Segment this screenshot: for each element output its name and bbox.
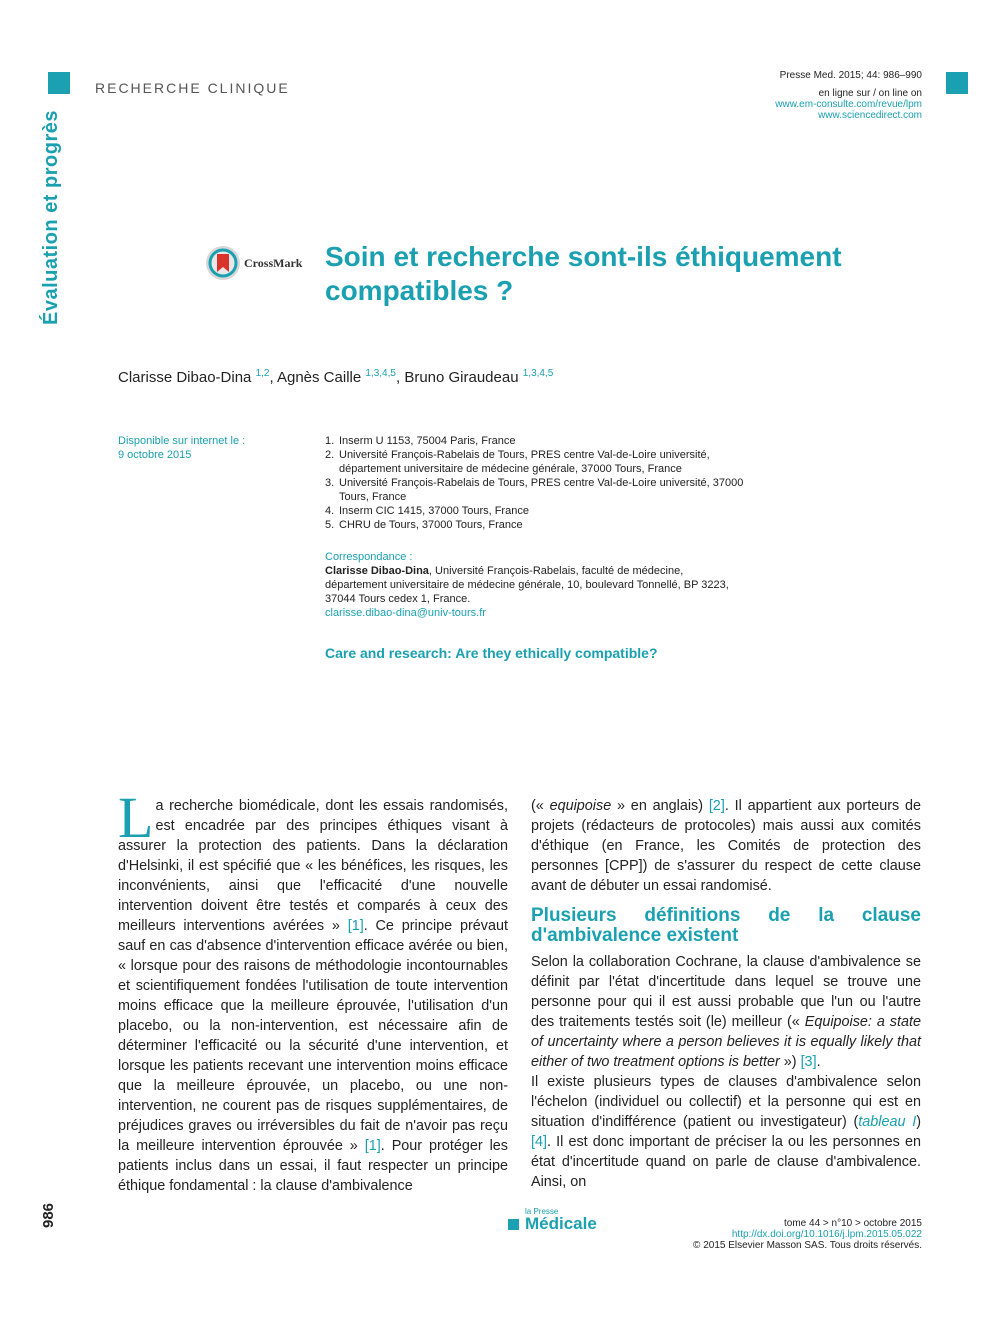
crossmark-icon <box>205 245 241 281</box>
availability <box>118 434 245 462</box>
available-label: Disponible sur internet le : <box>118 435 246 447</box>
affiliation-list <box>325 434 745 532</box>
affiliation-text: Université François-Rabelais de Tours, PRES centre Val-de-Loire université, 37000 Tours, France <box>339 477 744 503</box>
correspondence-name: Clarisse Dibao-Dina <box>325 565 429 577</box>
affiliation-item <box>325 476 745 504</box>
doi-link[interactable]: http://dx.doi.org/10.1016/j.lpm.2015.05.022 <box>731 1229 922 1240</box>
correspondence-label: Correspondance : <box>325 551 413 563</box>
footer-meta <box>582 1218 922 1251</box>
correspondence-block <box>325 550 745 620</box>
issue-info: tome 44 > n°10 > octobre 2015 <box>784 1218 922 1229</box>
journal-meta <box>622 70 922 121</box>
correspondence-email[interactable]: clarisse.dibao-dina@univ-tours.fr <box>325 607 486 619</box>
logo-big-text: Médicale <box>525 1214 597 1233</box>
logo-small-text: la Presse <box>525 1207 559 1216</box>
affiliation-item <box>325 448 745 476</box>
article-title <box>325 240 842 308</box>
author-list <box>118 368 553 386</box>
page-number: 986 <box>40 1202 57 1228</box>
title-line-1: Soin et recherche sont-ils éthiquement <box>325 241 842 272</box>
correspondence-text <box>325 564 745 606</box>
affiliation-number: 2. <box>325 449 335 461</box>
author-separator: , <box>269 369 277 386</box>
online-label: en ligne sur / on line on <box>818 88 922 99</box>
english-title: Care and research: Are they ethically compatible? <box>325 645 658 661</box>
author-separator: , <box>395 369 405 386</box>
affiliation-item <box>325 434 745 448</box>
affiliation-item <box>325 504 745 518</box>
section-label: RECHERCHE CLINIQUE <box>95 80 290 96</box>
reference-link[interactable]: [2] <box>708 798 725 814</box>
affiliation-text: Inserm U 1153, 75004 Paris, France <box>339 435 516 447</box>
author-affiliation-marks: 1,3,4,5 <box>522 368 554 379</box>
correspondence-address: , Université François-Rabelais, faculté de médecine, département universitaire de médecine générale, 10, boulevard Tonnellé, BP 3223, 37044 Tours cedex 1, France. <box>325 565 729 605</box>
title-line-2: compatibles ? <box>325 275 514 306</box>
sidebar-category-label: Évaluation et progrès <box>40 110 62 325</box>
reference-link[interactable]: [4] <box>531 1134 547 1150</box>
author-affiliation-marks: 1,2 <box>255 368 270 379</box>
affiliation-number: 4. <box>325 505 335 517</box>
affiliation-number: 1. <box>325 435 335 447</box>
crossmark-badge[interactable] <box>205 245 302 281</box>
affiliation-item <box>325 518 745 532</box>
author-name: Clarisse Dibao-Dina <box>118 369 252 386</box>
corner-square-right <box>946 72 968 94</box>
crossmark-label: CrossMark <box>244 255 303 270</box>
url-em-consulte[interactable]: www.em-consulte.com/revue/lpm <box>775 99 922 110</box>
affiliation-text: Université François-Rabelais de Tours, PRES centre Val-de-Loire université, département universitaire de médecine générale, 37000 Tours, France <box>339 449 710 475</box>
paragraph: Il existe plusieurs types de clauses d'ambivalence selon l'échelon (individuel ou collectif) et la personne qui est en situation d'indifférence (patient ou investigateur) (tableau I) [4]. Il est donc important de préciser la ou les personnes en état d'incertitude quand on parle de clause d'ambivalence. Ainsi, on <box>531 1074 921 1190</box>
paragraph: Selon la collaboration Cochrane, la clause d'ambivalence se définit par l'état d'incertitude dans lequel se trouve une personne pour qui il est aussi probable que l'un ou l'autre des traitements testés soit (le) meilleur (« Equipoise: a state of uncertainty where a person believes it is equally likely that either of two treatment options is better ») [3]. <box>531 954 922 1070</box>
reference-link[interactable]: [1] <box>347 918 364 934</box>
paragraph: La recherche biomédicale, dont les essais randomisés, est encadrée par des principes éthiques visant à assurer la protection des patients. Dans la déclaration d'Helsinki, il est spécifié que « les bénéfices, les risques, les inconvénients, ainsi que l'efficacité d'une nouvelle intervention doivent être testés et comparés à ceux des meilleurs interventions avérées » [1]. Ce principe prévaut sauf en cas d'absence d'intervention efficace avérée ou bien, « lorsque pour des raisons de méthodologie incontournables et scientifiquement fondées l'utilisation de toute intervention moins efficace que la meilleure éprouvée, l'utilisation d'un placebo, ou la non-intervention, est nécessaire afin de déterminer l'efficacité ou la sécurité d'une intervention, et lorsque les patients recevant une intervention moins efficace que la meilleure éprouvée, un placebo, ou une non-intervention, ne courent pas de risques supplémentaires, de préjudices graves ou irréversibles du fait de n'avoir pas reçu la meilleure intervention éprouvée » [1]. Pour protéger les patients inclus dans un essai, il faut respecter un principe éthique fondamental : la clause d'ambivalence <box>118 785 508 1194</box>
section-heading: Plusieurs définitions de la clause d'ambivalence existent <box>531 905 921 946</box>
corner-square-left <box>48 72 70 94</box>
affiliation-text: Inserm CIC 1415, 37000 Tours, France <box>339 505 529 517</box>
dropcap: L <box>118 785 154 850</box>
body-column-1 <box>118 785 508 1196</box>
body-column-2 <box>531 796 921 1192</box>
author-name: Agnès Caille <box>276 369 362 386</box>
affiliation-number: 3. <box>325 477 335 489</box>
affiliation-text: CHRU de Tours, 37000 Tours, France <box>339 519 523 531</box>
table-link[interactable]: tableau I <box>858 1114 917 1130</box>
url-sciencedirect[interactable]: www.sciencedirect.com <box>818 110 922 121</box>
available-date: 9 octobre 2015 <box>118 449 192 461</box>
copyright: © 2015 Elsevier Masson SAS. Tous droits réservés. <box>693 1240 922 1251</box>
reference-link[interactable]: [3] <box>800 1054 817 1070</box>
citation: Presse Med. 2015; 44: 986–990 <box>779 70 922 81</box>
author-affiliation-marks: 1,3,4,5 <box>365 368 396 379</box>
paragraph: (« equipoise » en anglais) [2]. Il appartient aux porteurs de projets (rédacteurs de protocoles) mais aussi aux comités d'éthique (en France, les Comités de protection des personnes [CPP]) de s'assurer du respect de cette clause avant de débuter un essai randomisé. <box>531 798 921 894</box>
logo-square-icon <box>508 1219 519 1230</box>
affiliation-number: 5. <box>325 519 335 531</box>
author-name: Bruno Giraudeau <box>404 369 519 386</box>
reference-link[interactable]: [1] <box>364 1138 381 1154</box>
